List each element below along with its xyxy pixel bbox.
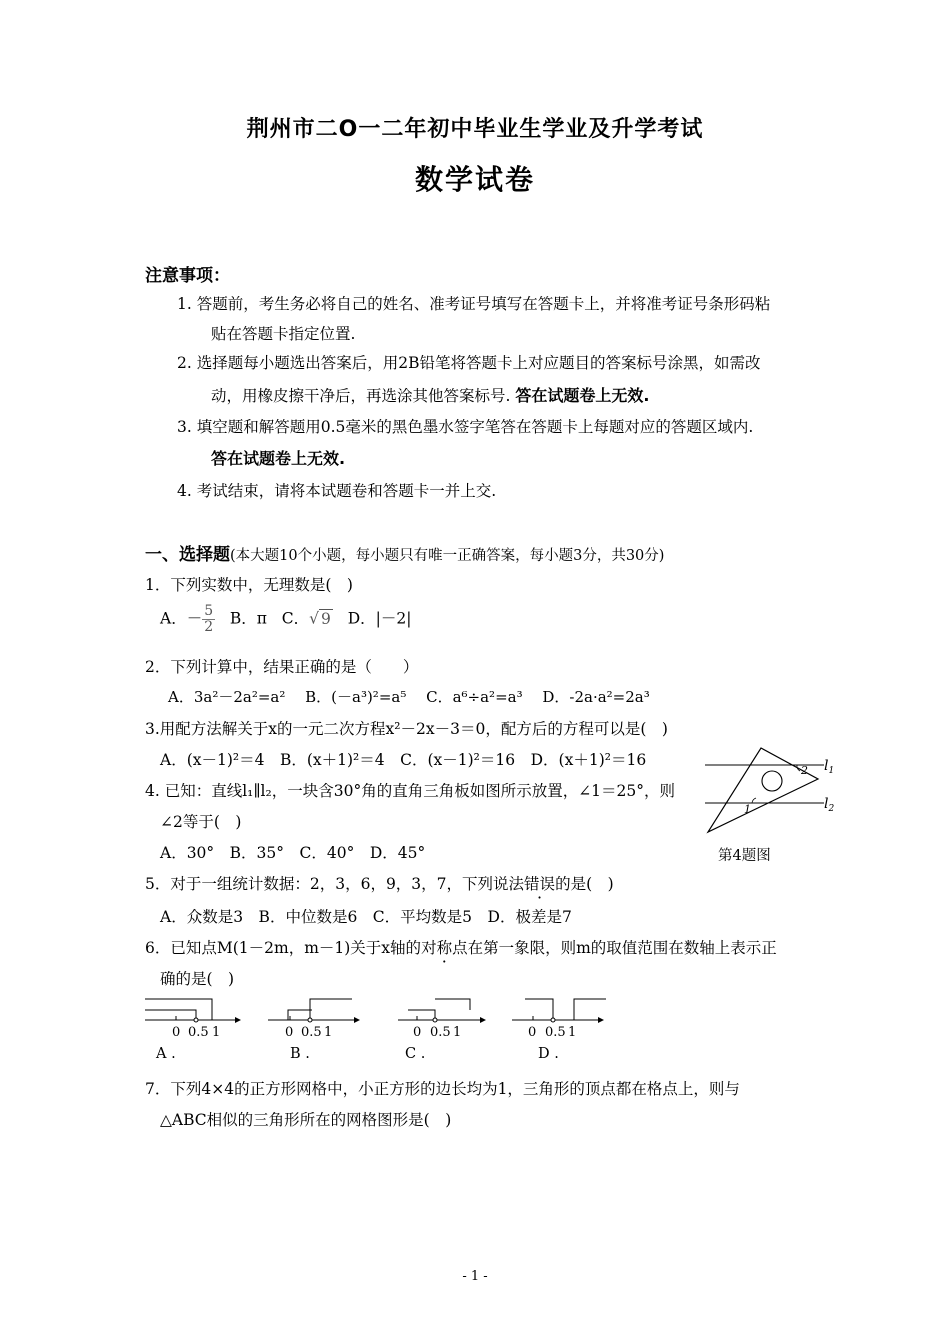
q4-figure-caption: 第4题图 <box>718 848 771 864</box>
q5-options: A．众数是3 B．中位数是6 C．平均数是5 D．极差是7 <box>160 908 572 926</box>
q1-option-a-prefix: A．－ <box>160 609 203 628</box>
q4-options: A．30° B．35° C．40° D．45° <box>160 844 426 862</box>
q6-option-b-figure <box>268 999 360 1040</box>
q1-option-c-radicand: 9 <box>321 609 331 628</box>
q1-option-c-prefix: C． <box>281 609 310 628</box>
q1-option-b: B．π <box>229 609 267 628</box>
q5-stem-post: 的是( ) <box>555 875 614 893</box>
tick-label: 0.5 <box>430 1025 451 1040</box>
q1-option-d: D．|－2| <box>347 609 412 628</box>
notice-item-3-line-1: 3. 填空题和解答题用0.5毫米的黑色墨水签字笔答在答题卡上每题对应的答题区域内. <box>177 418 754 436</box>
q6-number-lines <box>140 990 620 1045</box>
angle-1-arc <box>752 798 756 803</box>
q6-stem-post: 在第一象限，则m的取值范围在数轴上表示正 <box>467 939 777 957</box>
exam-title: 荆州市二O一二年初中毕业生学业及升学考试 <box>246 117 704 142</box>
open-dot-d <box>551 1018 555 1022</box>
q5-stem-emphasis: 错误 <box>524 875 556 893</box>
page-number: - 1 - <box>462 1269 488 1284</box>
q6-option-c-figure <box>398 999 486 1040</box>
axis-arrow-icon <box>235 1017 241 1023</box>
tick-label: 0 <box>413 1025 422 1040</box>
range-line-a-lower <box>145 1010 196 1020</box>
q6-stem <box>145 936 777 958</box>
notice-item-1-line-2: 贴在答题卡指定位置. <box>211 325 356 343</box>
tick-label: 1 <box>453 1025 462 1040</box>
q4-stem-line-1: 4. 已知：直线l₁∥l₂，一块含30°角的直角三角板如图所示放置，∠1＝25°，则 <box>145 782 676 800</box>
notice-item-2-line-1: 2. 选择题每小题选出答案后，用2B铅笔将答题卡上对应题目的答案标号涂黑，如需改 <box>177 354 761 372</box>
q4-stem-line-2: ∠2等于( ) <box>160 813 242 831</box>
angle-1-label: 1 <box>744 803 751 816</box>
label-l1: $l_1$ <box>824 758 835 776</box>
q6-option-a-figure <box>145 999 241 1040</box>
sqrt-icon: √ <box>309 609 320 628</box>
q1-options <box>160 604 411 640</box>
section-1-heading: 一、选择题 <box>145 545 230 565</box>
q1-frac-den: 2 <box>204 619 214 635</box>
q7-stem-line-2: △ABC相似的三角形所在的网格图形是( ) <box>160 1111 452 1129</box>
label-l2: $l_2$ <box>824 796 835 814</box>
axis-arrow-icon <box>598 1017 604 1023</box>
range-line-d-right <box>574 999 606 1020</box>
q5-stem <box>145 872 614 894</box>
q6-stem-emphasis: 对称点 <box>421 939 468 957</box>
open-dot-a <box>194 1018 198 1022</box>
q6-stem-line-2: 确的是( ) <box>160 970 235 988</box>
notice-heading: 注意事项： <box>145 266 230 286</box>
range-line-d-left <box>525 999 553 1020</box>
q6-option-a-label: A . <box>156 1046 176 1062</box>
q1-option-a-fraction <box>202 604 215 635</box>
range-line-b-right <box>310 999 352 1020</box>
tick-label: 1 <box>568 1025 577 1040</box>
axis-arrow-icon <box>480 1017 486 1023</box>
ruler-hole <box>762 771 782 791</box>
exam-subtitle: 数学试卷 <box>414 163 535 196</box>
q6-option-d-label: D . <box>538 1046 559 1062</box>
tick-label: 0.5 <box>188 1025 209 1040</box>
tick-label: 1 <box>324 1025 333 1040</box>
notice-item-2-bold: 答在试题卷上无效. <box>515 386 650 405</box>
open-dot-b <box>308 1018 312 1022</box>
q6-stem-pre: 6．已知点M(1－2m，m－1)关于x轴的 <box>145 939 422 957</box>
q6-option-c-label: C . <box>405 1046 426 1062</box>
tick-label: 0.5 <box>301 1025 322 1040</box>
q3-stem: 3.用配方法解关于x的一元二次方程x²－2x－3＝0，配方后的方程可以是( ) <box>145 720 668 738</box>
notice-item-3-bold: 答在试题卷上无效. <box>211 449 346 468</box>
triangle-ruler <box>708 748 818 832</box>
range-line-c-upper <box>435 999 470 1010</box>
q5-stem-pre: 5．对于一组统计数据：2，3，6，9，3，7，下列说法 <box>145 875 525 893</box>
notice-item-2-text: 动，用橡皮擦干净后，再选涂其他答案标号. <box>211 387 511 405</box>
notice-item-2-line-2 <box>211 383 649 406</box>
q1-frac-num: 5 <box>204 603 214 619</box>
q2-options: A．3a²－2a²=a² B．(－a³)²=a⁵ C．a⁶÷a²=a³ D．-2a·a²=2a³ <box>168 688 650 706</box>
axis-arrow-icon <box>354 1017 360 1023</box>
q6-option-d-figure <box>512 999 606 1040</box>
section-1-header <box>145 540 664 565</box>
tick-label: 1 <box>212 1025 221 1040</box>
q4-figure <box>700 742 850 842</box>
angle-2-label: 2 <box>801 764 808 777</box>
range-line-c-lower <box>408 1010 435 1020</box>
q2-stem: 2．下列计算中，结果正确的是（ ） <box>145 658 419 676</box>
q3-options: A．(x－1)²＝4 B．(x＋1)²＝4 C．(x－1)²＝16 D．(x＋1)²＝16 <box>160 751 647 769</box>
tick-label: 0 <box>172 1025 181 1040</box>
q7-stem-line-1: 7．下列4×4的正方形网格中，小正方形的边长均为1，三角形的顶点都在格点上，则与 <box>145 1080 740 1098</box>
tick-label: 0.5 <box>545 1025 566 1040</box>
section-1-note: (本大题10个小题，每小题只有唯一正确答案，每小题3分，共30分) <box>230 548 665 564</box>
notice-item-4: 4. 考试结束，请将本试题卷和答题卡一并上交. <box>177 482 497 500</box>
notice-item-1-line-1: 1. 答题前，考生务必将自己的姓名、准考证号填写在答题卡上，并将准考证号条形码粘 <box>177 295 771 313</box>
q1-stem: 1．下列实数中，无理数是( ) <box>145 576 353 594</box>
q6-option-b-label: B . <box>290 1046 310 1062</box>
tick-label: 0 <box>285 1025 294 1040</box>
open-dot-c <box>433 1018 437 1022</box>
tick-label: 0 <box>528 1025 537 1040</box>
